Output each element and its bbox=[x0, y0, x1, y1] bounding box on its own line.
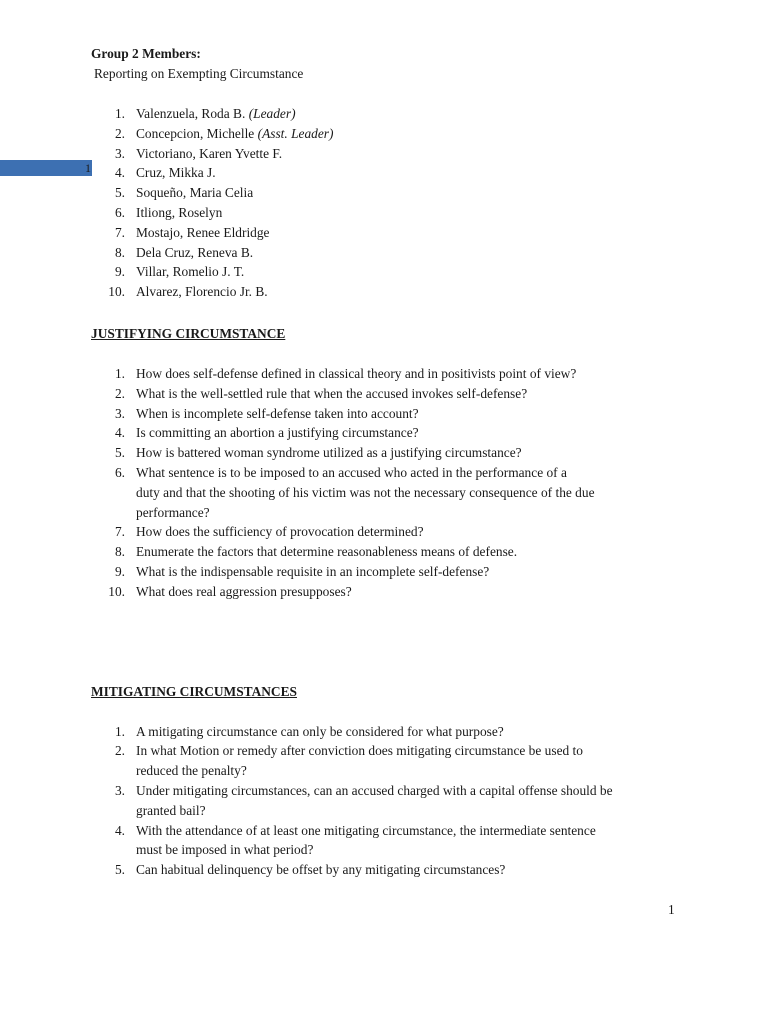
list-number: 4. bbox=[114, 822, 125, 838]
question-item bbox=[91, 562, 691, 582]
list-number: 10. bbox=[108, 583, 125, 599]
member-role: (Leader) bbox=[248, 106, 296, 121]
member-name: Villar, Romelio J. T. bbox=[136, 264, 245, 280]
question-item bbox=[91, 443, 691, 463]
members-list bbox=[91, 104, 691, 302]
member-name: Mostajo, Renee Eldridge bbox=[136, 224, 270, 240]
report-subtitle: Reporting on Exempting Circumstance bbox=[94, 66, 304, 81]
question-text: granted bail? bbox=[136, 802, 206, 818]
list-number: 1. bbox=[114, 106, 125, 121]
member-item bbox=[91, 243, 691, 263]
question-text: Under mitigating circumstances, can an accused charged with a capital offense should be bbox=[136, 782, 613, 798]
member-name: Concepcion, Michelle bbox=[136, 125, 255, 141]
question-item bbox=[91, 821, 691, 861]
member-name: Itliong, Roselyn bbox=[136, 204, 223, 220]
list-number: 7. bbox=[114, 224, 125, 240]
member-name: Victoriano, Karen Yvette F. bbox=[136, 145, 283, 161]
justifying-heading: JUSTIFYING CIRCUMSTANCE bbox=[91, 325, 286, 341]
document-content bbox=[91, 44, 691, 880]
member-name: Cruz, Mikka J. bbox=[136, 165, 216, 181]
member-item bbox=[91, 163, 691, 183]
list-number: 2. bbox=[114, 385, 125, 401]
member-item bbox=[91, 203, 691, 223]
member-name: Soqueño, Maria Celia bbox=[136, 185, 254, 201]
question-text: What is the indispensable requisite in an incomplete self-defense? bbox=[136, 563, 490, 579]
question-item bbox=[91, 423, 691, 443]
question-item bbox=[91, 463, 691, 522]
question-item bbox=[91, 364, 691, 384]
question-item bbox=[91, 781, 691, 821]
member-name: Alvarez, Florencio Jr. B. bbox=[136, 284, 268, 300]
list-number: 5. bbox=[114, 445, 125, 461]
page-marker-number: 1 bbox=[85, 161, 91, 175]
question-item bbox=[91, 722, 691, 742]
list-number: 3. bbox=[114, 782, 125, 798]
list-number: 2. bbox=[114, 125, 125, 141]
justifying-questions-list bbox=[91, 364, 691, 602]
member-item bbox=[91, 104, 691, 124]
question-text: What is the well-settled rule that when the accused invokes self-defense? bbox=[136, 385, 528, 401]
member-item bbox=[91, 183, 691, 203]
question-text: A mitigating circumstance can only be considered for what purpose? bbox=[136, 723, 504, 739]
question-text: performance? bbox=[136, 504, 210, 520]
list-number: 4. bbox=[114, 425, 125, 441]
list-number: 5. bbox=[114, 185, 125, 201]
member-item bbox=[91, 124, 691, 144]
question-text: Can habitual delinquency be offset by any mitigating circumstances? bbox=[136, 862, 506, 878]
list-number: 2. bbox=[114, 743, 125, 759]
question-text: When is incomplete self-defense taken into account? bbox=[136, 405, 419, 421]
question-text: reduced the penalty? bbox=[136, 763, 247, 779]
question-item bbox=[91, 582, 691, 602]
member-item bbox=[91, 262, 691, 282]
list-number: 1. bbox=[114, 365, 125, 381]
question-item bbox=[91, 542, 691, 562]
question-item bbox=[91, 860, 691, 880]
question-text: Enumerate the factors that determine reasonableness means of defense. bbox=[136, 544, 518, 560]
question-text: How is battered woman syndrome utilized as a justifying circumstance? bbox=[136, 445, 522, 461]
list-number: 1. bbox=[114, 723, 125, 739]
list-number: 8. bbox=[114, 544, 125, 560]
list-number: 3. bbox=[114, 145, 125, 161]
question-item bbox=[91, 522, 691, 542]
question-text: duty and that the shooting of his victim was not the necessary consequence of the due bbox=[136, 484, 595, 500]
question-text: Is committing an abortion a justifying circumstance? bbox=[136, 425, 419, 441]
member-item bbox=[91, 144, 691, 164]
list-number: 6. bbox=[114, 204, 125, 220]
question-text: With the attendance of at least one mitigating circumstance, the intermediate sentence bbox=[136, 822, 596, 838]
member-item bbox=[91, 282, 691, 302]
list-number: 4. bbox=[114, 165, 125, 181]
mitigating-heading: MITIGATING CIRCUMSTANCES bbox=[91, 683, 297, 699]
question-item bbox=[91, 741, 691, 781]
member-name: Dela Cruz, Reneva B. bbox=[136, 244, 254, 260]
list-number: 3. bbox=[114, 405, 125, 421]
list-number: 8. bbox=[114, 244, 125, 260]
page-number: 1 bbox=[668, 902, 675, 917]
question-text: must be imposed in what period? bbox=[136, 842, 314, 858]
list-number: 9. bbox=[114, 563, 125, 579]
question-text: In what Motion or remedy after conviction does mitigating circumstance be used to bbox=[136, 743, 583, 759]
list-number: 6. bbox=[114, 464, 125, 480]
question-text: What sentence is to be imposed to an accused who acted in the performance of a bbox=[136, 464, 567, 480]
member-item bbox=[91, 223, 691, 243]
list-number: 9. bbox=[114, 264, 125, 280]
members-heading: Group 2 Members: bbox=[91, 46, 201, 61]
list-number: 10. bbox=[108, 284, 125, 300]
question-item bbox=[91, 384, 691, 404]
page-marker-bar bbox=[0, 160, 92, 176]
list-number: 5. bbox=[114, 862, 125, 878]
list-number: 7. bbox=[114, 524, 125, 540]
member-role: (Asst. Leader) bbox=[257, 125, 334, 141]
question-text: What does real aggression presupposes? bbox=[136, 583, 352, 599]
mitigating-questions-list bbox=[91, 722, 691, 880]
member-name: Valenzuela, Roda B. bbox=[136, 106, 246, 121]
question-text: How does self-defense defined in classical theory and in positivists point of view? bbox=[136, 365, 577, 381]
question-item bbox=[91, 404, 691, 424]
question-text: How does the sufficiency of provocation determined? bbox=[136, 524, 424, 540]
